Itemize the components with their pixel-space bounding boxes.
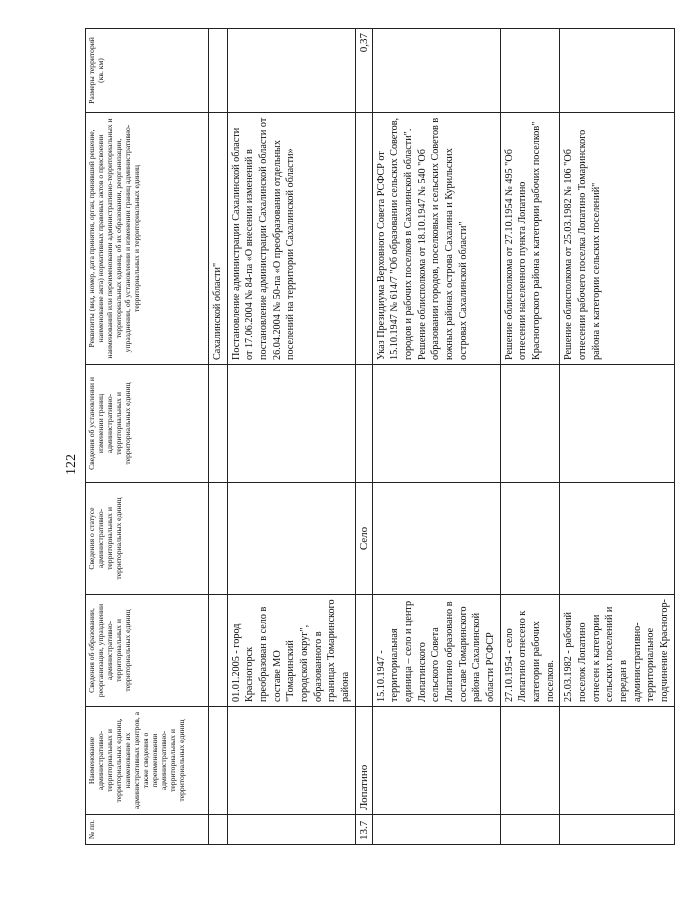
table-row <box>500 29 560 845</box>
cell-empty <box>227 483 355 595</box>
header-boundaries: Сведения об установлении и изменении границ административно-территориальных и территориальных единиц <box>86 365 209 483</box>
cell-empty <box>227 815 355 845</box>
table-row <box>227 29 355 845</box>
cell-act: Решение облисполкома от 27.10.1954 № 495 "Об отнесении населенного пункта Лопатино Красногорского района к категории рабочих поселков" <box>500 113 560 365</box>
cell-act: Указ Президиума Верховного Совета РСФСР от 15.10.1947 № 614/7 "Об образовании сельских Советов, городов и рабочих поселков в Сахалинской области". Решение облисполкома от 18.10.1947 № 540 "Об образовании городов, поселковых и сельских Советов в южных районах острова Сахалина и Курильских островах Сахалинской области" <box>372 113 500 365</box>
header-formation: Сведения об образовании, реорганизации, упразднении административно-территориальных и территориальных единиц <box>86 595 209 707</box>
cell-empty <box>209 595 228 707</box>
cell-empty <box>500 29 560 113</box>
cell-empty <box>372 483 500 595</box>
table-row <box>209 29 228 845</box>
cell-empty <box>500 365 560 483</box>
cell-settlement-name: Лопатино <box>355 707 372 815</box>
cell-empty <box>500 815 560 845</box>
cell-act: Постановление администрации Сахалинской области от 17.06.2004 № 84-па «О внесении изменений в постановление администрации Сахалинской области от 26.04.2004 № 50-па «О преобразовании отдельных поселений на территории Сахалинской области» <box>227 113 355 365</box>
cell-empty <box>560 707 674 815</box>
cell-empty <box>355 113 372 365</box>
cell-empty <box>209 707 228 815</box>
cell-formation: 27.10.1954 - село Лопатино отнесено к категории рабочих поселков. <box>500 595 560 707</box>
cell-empty <box>209 29 228 113</box>
header-number: № пп. <box>86 815 209 845</box>
cell-empty <box>227 707 355 815</box>
cell-empty <box>355 595 372 707</box>
cell-empty <box>560 29 674 113</box>
cell-formation: 25.03.1982 - рабочий поселок Лопатино отнесен к категории сельских поселений и передан в административно-территориальное подчинение Красногор- <box>560 595 674 707</box>
header-area: Размеры территорий (кв. км) <box>86 29 209 113</box>
cell-empty <box>372 29 500 113</box>
cell-act: Решение облисполкома от 25.03.1982 № 106 "Об отнесении рабочего поселка Лопатино Томаринского района к категории сельских поселений" <box>560 113 674 365</box>
cell-empty <box>209 483 228 595</box>
header-name: Наименование административно-территориальных и территориальных единиц, наименование их административных центров, а также сведения о переименовании административно-территориальных и территориальных единиц <box>86 707 209 815</box>
table-row <box>560 29 674 845</box>
header-acts: Реквизиты (вид, номер, дата принятия, орган, принявший решение, наименование акта) нормативных правовых актов о присвоении наименований или переименовании административно-территориальных и территориальных единиц, об их образовании, реорганизации, упразднении, об установлении и изменении границ административно-территориальных и территориальных единиц <box>86 113 209 365</box>
cell-empty <box>209 815 228 845</box>
cell-empty <box>372 815 500 845</box>
cell-empty <box>355 365 372 483</box>
header-status: Сведения о статусе административно-территориальных и территориальных единиц <box>86 483 209 595</box>
table-row <box>372 29 500 845</box>
table-row <box>355 29 372 845</box>
page-number: 122 <box>64 454 79 475</box>
cell-formation: 15.10.1947 - территориальная единица – село и центр Лопатинского сельского Совета Лопатино образовано в составе Томаринского района Сахалинской области РСФСР <box>372 595 500 707</box>
cell-area: 0,37 <box>355 29 372 113</box>
cell-empty <box>560 365 674 483</box>
cell-empty <box>500 483 560 595</box>
cell-empty <box>500 707 560 815</box>
cell-empty <box>227 365 355 483</box>
cell-act: Сахалинской области" <box>209 113 228 365</box>
cell-empty <box>209 365 228 483</box>
cell-empty <box>560 815 674 845</box>
register-table <box>85 28 675 845</box>
cell-empty <box>560 483 674 595</box>
cell-empty <box>227 29 355 113</box>
header-row <box>86 29 209 845</box>
cell-empty <box>372 707 500 815</box>
cell-empty <box>372 365 500 483</box>
cell-formation: 01.01.2005 - город Красногорск преобразован в село в составе МО "Томаринский городской округ", образованного в границах Томаринского района <box>227 595 355 707</box>
cell-status: Село <box>355 483 372 595</box>
cell-number: 13.7 <box>355 815 372 845</box>
